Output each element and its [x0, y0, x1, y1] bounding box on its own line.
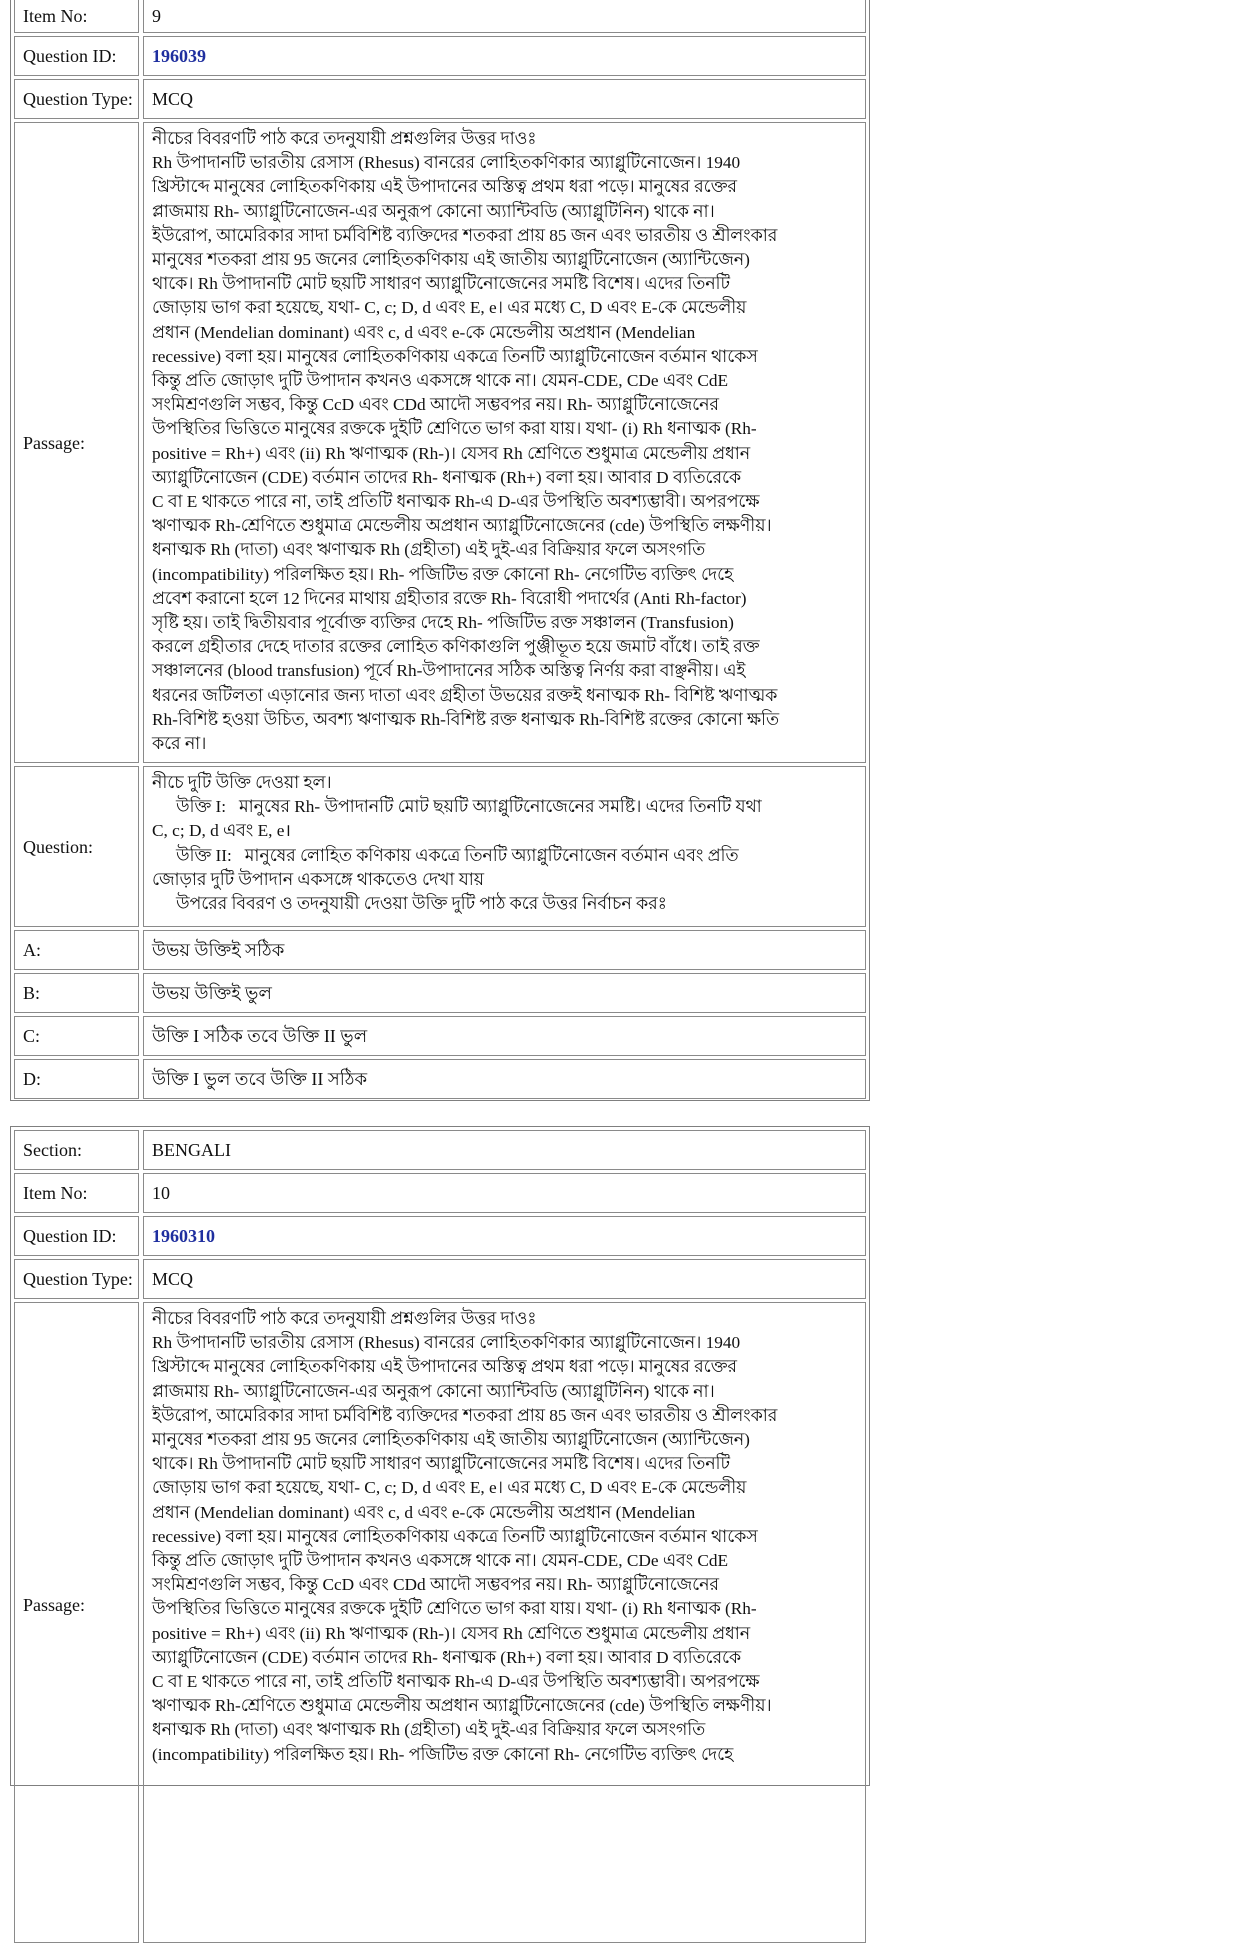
question-block-item-10 — [10, 1126, 870, 1786]
question-type-row — [14, 79, 866, 119]
question-type-value: MCQ — [143, 79, 866, 119]
passage-line: ধনাত্মক Rh (দাতা) এবং ঋণাত্মক Rh (গ্রহীতা) এই দুই-এর বিক্রিয়ার ফলে অসংগতি — [152, 1720, 706, 1740]
statement-1: উক্তি I: মানুষের Rh- উপাদানটি মোট ছয়টি অ্যাগ্লুটিনোজেনের সমষ্টি। এদের তিনটি যথা — [176, 797, 762, 817]
passage-line: ধরনের জটিলতা এড়ানোর জন্য দাতা এবং গ্রহীতা উভয়ের রক্তই ধনাত্মক Rh- বিশিষ্ট ঋণাত্মক — [152, 685, 778, 705]
section-label: Section: — [14, 1130, 139, 1170]
question-row — [14, 766, 866, 927]
option-b-text: উভয় উক্তিই ভুল — [143, 973, 866, 1013]
item-no-row — [14, 1173, 866, 1213]
passage-text — [143, 1302, 866, 1943]
passage-line: জোড়ায় ভাগ করা হয়েছে, যথা- C, c; D, d এবং E, e। এর মধ্যে C, D এবং E-কে মেন্ডেলীয় — [152, 298, 747, 318]
section-row — [14, 1130, 866, 1170]
passage-line: থাকে। Rh উপাদানটি মোট ছয়টি সাধারণ অ্যাগ্লুটিনোজেনের সমষ্টি বিশেষ। এদের তিনটি — [152, 1454, 730, 1474]
passage-line: প্রবেশ করানো হলে 12 দিনের মাথায় গ্রহীতার রক্তে Rh- বিরোধী পদার্থের (Anti Rh-factor) — [152, 588, 747, 608]
passage-line: ইউরোপ, আমেরিকার সাদা চর্মবিশিষ্ট ব্যক্তিদের শতকরা প্রায় 85 জন এবং ভারতীয় ও শ্রীলংকার — [152, 1405, 778, 1425]
passage-label: Passage: — [14, 1302, 139, 1943]
question-id-value: 196039 — [143, 36, 866, 76]
option-a-label: A: — [14, 930, 139, 970]
option-c-text: উক্তি I সঠিক তবে উক্তি II ভুল — [143, 1016, 866, 1056]
question-line: জোড়ার দুটি উপাদান একসঙ্গে থাকতেও দেখা যায় — [152, 869, 484, 889]
passage-line: থাকে। Rh উপাদানটি মোট ছয়টি সাধারণ অ্যাগ্লুটিনোজেনের সমষ্টি বিশেষ। এদের তিনটি — [152, 274, 730, 294]
question-type-label: Question Type: — [14, 79, 139, 119]
option-d-label: D: — [14, 1059, 139, 1099]
question-line: C, c; D, d এবং E, e। — [152, 821, 291, 841]
passage-line: খ্রিস্টাব্দে মানুষের লোহিতকণিকায় এই উপাদানের অস্তিত্ব প্রথম ধরা পড়ে। মানুষের রক্তের — [152, 1357, 737, 1377]
passage-line: ধনাত্মক Rh (দাতা) এবং ঋণাত্মক Rh (গ্রহীতা) এই দুই-এর বিক্রিয়ার ফলে অসংগতি — [152, 540, 706, 560]
passage-line: প্লাজমায় Rh- অ্যাগ্লুটিনোজেন-এর অনুরূপ কোনো অ্যান্টিবডি (অ্যাগ্লুটিনিন) থাকে না। — [152, 201, 715, 221]
passage-line: করে না। — [152, 734, 207, 754]
question-text — [143, 766, 866, 927]
item-no-value: 9 — [143, 0, 866, 33]
question-type-row — [14, 1259, 866, 1299]
passage-line: সংমিশ্রণগুলি সম্ভব, কিন্তু CcD এবং CDd আদৌ সম্ভবপর নয়। Rh- অ্যাগ্লুটিনোজেনের — [152, 1575, 719, 1595]
question-line: নীচে দুটি উক্তি দেওয়া হল। — [152, 773, 332, 792]
passage-line: ঋণাত্মক Rh-শ্রেণিতে শুধুমাত্র মেন্ডেলীয় অপ্রধান অ্যাগ্লুটিনোজেনের (cde) উপস্থিতি লক্ষণীয়। — [152, 1696, 772, 1716]
passage-line: C বা E থাকতে পারে না, তাই প্রতিটি ধনাত্মক Rh-এ D-এর উপস্থিতি অবশ্যম্ভাবী। অপরপক্ষে — [152, 1672, 760, 1692]
item-no-value: 10 — [143, 1173, 866, 1213]
passage-line: কিন্তু প্রতি জোড়াৎ দুটি উপাদান কখনও একসঙ্গে থাকে না। যেমন-CDE, CDe এবং CdE — [152, 1551, 729, 1571]
option-c-label: C: — [14, 1016, 139, 1056]
passage-label: Passage: — [14, 122, 139, 763]
question-id-value: 1960310 — [143, 1216, 866, 1256]
passage-line: নীচের বিবরণটি পাঠ করে তদনুযায়ী প্রশ্নগুলির উত্তর দাওঃ — [152, 1309, 537, 1328]
passage-line: মানুষের শতকরা প্রায় 95 জনের লোহিতকণিকায় এই জাতীয় অ্যাগ্লুটিনোজেন (অ্যান্টিজেন) — [152, 1430, 750, 1450]
question-type-value: MCQ — [143, 1259, 866, 1299]
passage-line: সঞ্চালনের (blood transfusion) পূর্বে Rh-উপাদানের সঠিক অস্তিত্ব নির্ণয় করা বাঞ্ছনীয়। এই — [152, 661, 746, 681]
question-label: Question: — [14, 766, 139, 927]
passage-line: প্লাজমায় Rh- অ্যাগ্লুটিনোজেন-এর অনুরূপ কোনো অ্যান্টিবডি (অ্যাগ্লুটিনিন) থাকে না। — [152, 1381, 715, 1401]
passage-line: উপস্থিতির ভিত্তিতে মানুষের রক্তকে দুইটি শ্রেণিতে ভাগ করা যায়। যথা- (i) Rh ধনাত্মক (Rh- — [152, 1599, 757, 1619]
passage-line: প্রধান (Mendelian dominant) এবং c, d এবং e-কে মেন্ডেলীয় অপ্রধান (Mendelian — [152, 322, 696, 342]
passage-line: সৃষ্টি হয়। তাই দ্বিতীয়বার পূর্বোক্ত ব্যক্তির দেহে Rh- পজিটিভ রক্ত সঞ্চালন (Transfusion) — [152, 613, 734, 633]
item-no-label: Item No: — [14, 1173, 139, 1213]
question-id-row — [14, 1216, 866, 1256]
item-no-row — [14, 0, 866, 33]
passage-line: C বা E থাকতে পারে না, তাই প্রতিটি ধনাত্মক Rh-এ D-এর উপস্থিতি অবশ্যম্ভাবী। অপরপক্ষে — [152, 492, 760, 512]
statement-2: উক্তি II: মানুষের লোহিত কণিকায় একত্রে তিনটি অ্যাগ্লুটিনোজেন বর্তমান এবং প্রতি — [176, 845, 739, 865]
section-value: BENGALI — [143, 1130, 866, 1170]
option-b-label: B: — [14, 973, 139, 1013]
passage-line: খ্রিস্টাব্দে মানুষের লোহিতকণিকায় এই উপাদানের অস্তিত্ব প্রথম ধরা পড়ে। মানুষের রক্তের — [152, 177, 737, 197]
question-id-label: Question ID: — [14, 36, 139, 76]
option-b-row — [14, 973, 866, 1013]
option-d-row — [14, 1059, 866, 1099]
passage-line: (incompatibility) পরিলক্ষিত হয়। Rh- পজিটিভ রক্ত কোনো Rh- নেগেটিভ ব্যক্তিৎ দেহে — [152, 564, 734, 584]
passage-line: recessive) বলা হয়। মানুষের লোহিতকণিকায় একত্রে তিনটি অ্যাগ্লুটিনোজেন বর্তমান থাকেস — [152, 346, 758, 366]
option-a-row — [14, 930, 866, 970]
passage-line: অ্যাগ্লুটিনোজেন (CDE) বর্তমান তাদের Rh- ধনাত্মক (Rh+) বলা হয়। আবার D ব্যতিরেকে — [152, 467, 742, 487]
passage-line: positive = Rh+) এবং (ii) Rh ঋণাত্মক (Rh-)। যেসব Rh শ্রেণিতে শুধুমাত্র মেন্ডেলীয় প্রধান — [152, 443, 751, 463]
passage-row — [14, 1302, 866, 1943]
passage-line: Rh-বিশিষ্ট হওয়া উচিত, অবশ্য ঋণাত্মক Rh-বিশিষ্ট রক্ত ধনাত্মক Rh-বিশিষ্ট রক্তের কোনো ক্ষতি — [152, 709, 779, 729]
passage-line: উপস্থিতির ভিত্তিতে মানুষের রক্তকে দুইটি শ্রেণিতে ভাগ করা যায়। যথা- (i) Rh ধনাত্মক (Rh- — [152, 419, 757, 439]
question-block-item-9 — [10, 0, 870, 1101]
passage-line: Rh উপাদানটি ভারতীয় রেসাস (Rhesus) বানরের লোহিতকণিকার অ্যাগ্লুটিনোজেন। 1940 — [152, 1333, 741, 1353]
passage-line: (incompatibility) পরিলক্ষিত হয়। Rh- পজিটিভ রক্ত কোনো Rh- নেগেটিভ ব্যক্তিৎ দেহে — [152, 1744, 734, 1764]
question-type-label: Question Type: — [14, 1259, 139, 1299]
passage-row — [14, 122, 866, 763]
option-a-text: উভয় উক্তিই সঠিক — [143, 930, 866, 970]
passage-line: কিন্তু প্রতি জোড়াৎ দুটি উপাদান কখনও একসঙ্গে থাকে না। যেমন-CDE, CDe এবং CdE — [152, 371, 729, 391]
option-c-row — [14, 1016, 866, 1056]
passage-line: positive = Rh+) এবং (ii) Rh ঋণাত্মক (Rh-)। যেসব Rh শ্রেণিতে শুধুমাত্র মেন্ডেলীয় প্রধান — [152, 1623, 751, 1643]
passage-line: নীচের বিবরণটি পাঠ করে তদনুযায়ী প্রশ্নগুলির উত্তর দাওঃ — [152, 129, 537, 148]
question-id-row — [14, 36, 866, 76]
item-no-label: Item No: — [14, 0, 139, 33]
passage-line: জোড়ায় ভাগ করা হয়েছে, যথা- C, c; D, d এবং E, e। এর মধ্যে C, D এবং E-কে মেন্ডেলীয় — [152, 1478, 747, 1498]
question-instruction: উপরের বিবরণ ও তদনুযায়ী দেওয়া উক্তি দুটি পাঠ করে উত্তর নির্বাচন করঃ — [176, 894, 667, 914]
passage-line: করলে গ্রহীতার দেহে দাতার রক্তের লোহিত কণিকাগুলি পুঞ্জীভূত হয়ে জমাট বাঁধে। তাই রক্ত — [152, 637, 760, 657]
option-d-text: উক্তি I ভুল তবে উক্তি II সঠিক — [143, 1059, 866, 1099]
passage-line: মানুষের শতকরা প্রায় 95 জনের লোহিতকণিকায় এই জাতীয় অ্যাগ্লুটিনোজেন (অ্যান্টিজেন) — [152, 250, 750, 270]
passage-line: অ্যাগ্লুটিনোজেন (CDE) বর্তমান তাদের Rh- ধনাত্মক (Rh+) বলা হয়। আবার D ব্যতিরেকে — [152, 1647, 742, 1667]
passage-line: ঋণাত্মক Rh-শ্রেণিতে শুধুমাত্র মেন্ডেলীয় অপ্রধান অ্যাগ্লুটিনোজেনের (cde) উপস্থিতি লক্ষণীয়। — [152, 516, 772, 536]
passage-line: প্রধান (Mendelian dominant) এবং c, d এবং e-কে মেন্ডেলীয় অপ্রধান (Mendelian — [152, 1502, 696, 1522]
passage-text — [143, 122, 866, 763]
passage-line: ইউরোপ, আমেরিকার সাদা চর্মবিশিষ্ট ব্যক্তিদের শতকরা প্রায় 85 জন এবং ভারতীয় ও শ্রীলংকার — [152, 225, 778, 245]
question-id-label: Question ID: — [14, 1216, 139, 1256]
passage-line: Rh উপাদানটি ভারতীয় রেসাস (Rhesus) বানরের লোহিতকণিকার অ্যাগ্লুটিনোজেন। 1940 — [152, 153, 741, 173]
passage-line: recessive) বলা হয়। মানুষের লোহিতকণিকায় একত্রে তিনটি অ্যাগ্লুটিনোজেন বর্তমান থাকেস — [152, 1526, 758, 1546]
passage-line: সংমিশ্রণগুলি সম্ভব, কিন্তু CcD এবং CDd আদৌ সম্ভবপর নয়। Rh- অ্যাগ্লুটিনোজেনের — [152, 395, 719, 415]
